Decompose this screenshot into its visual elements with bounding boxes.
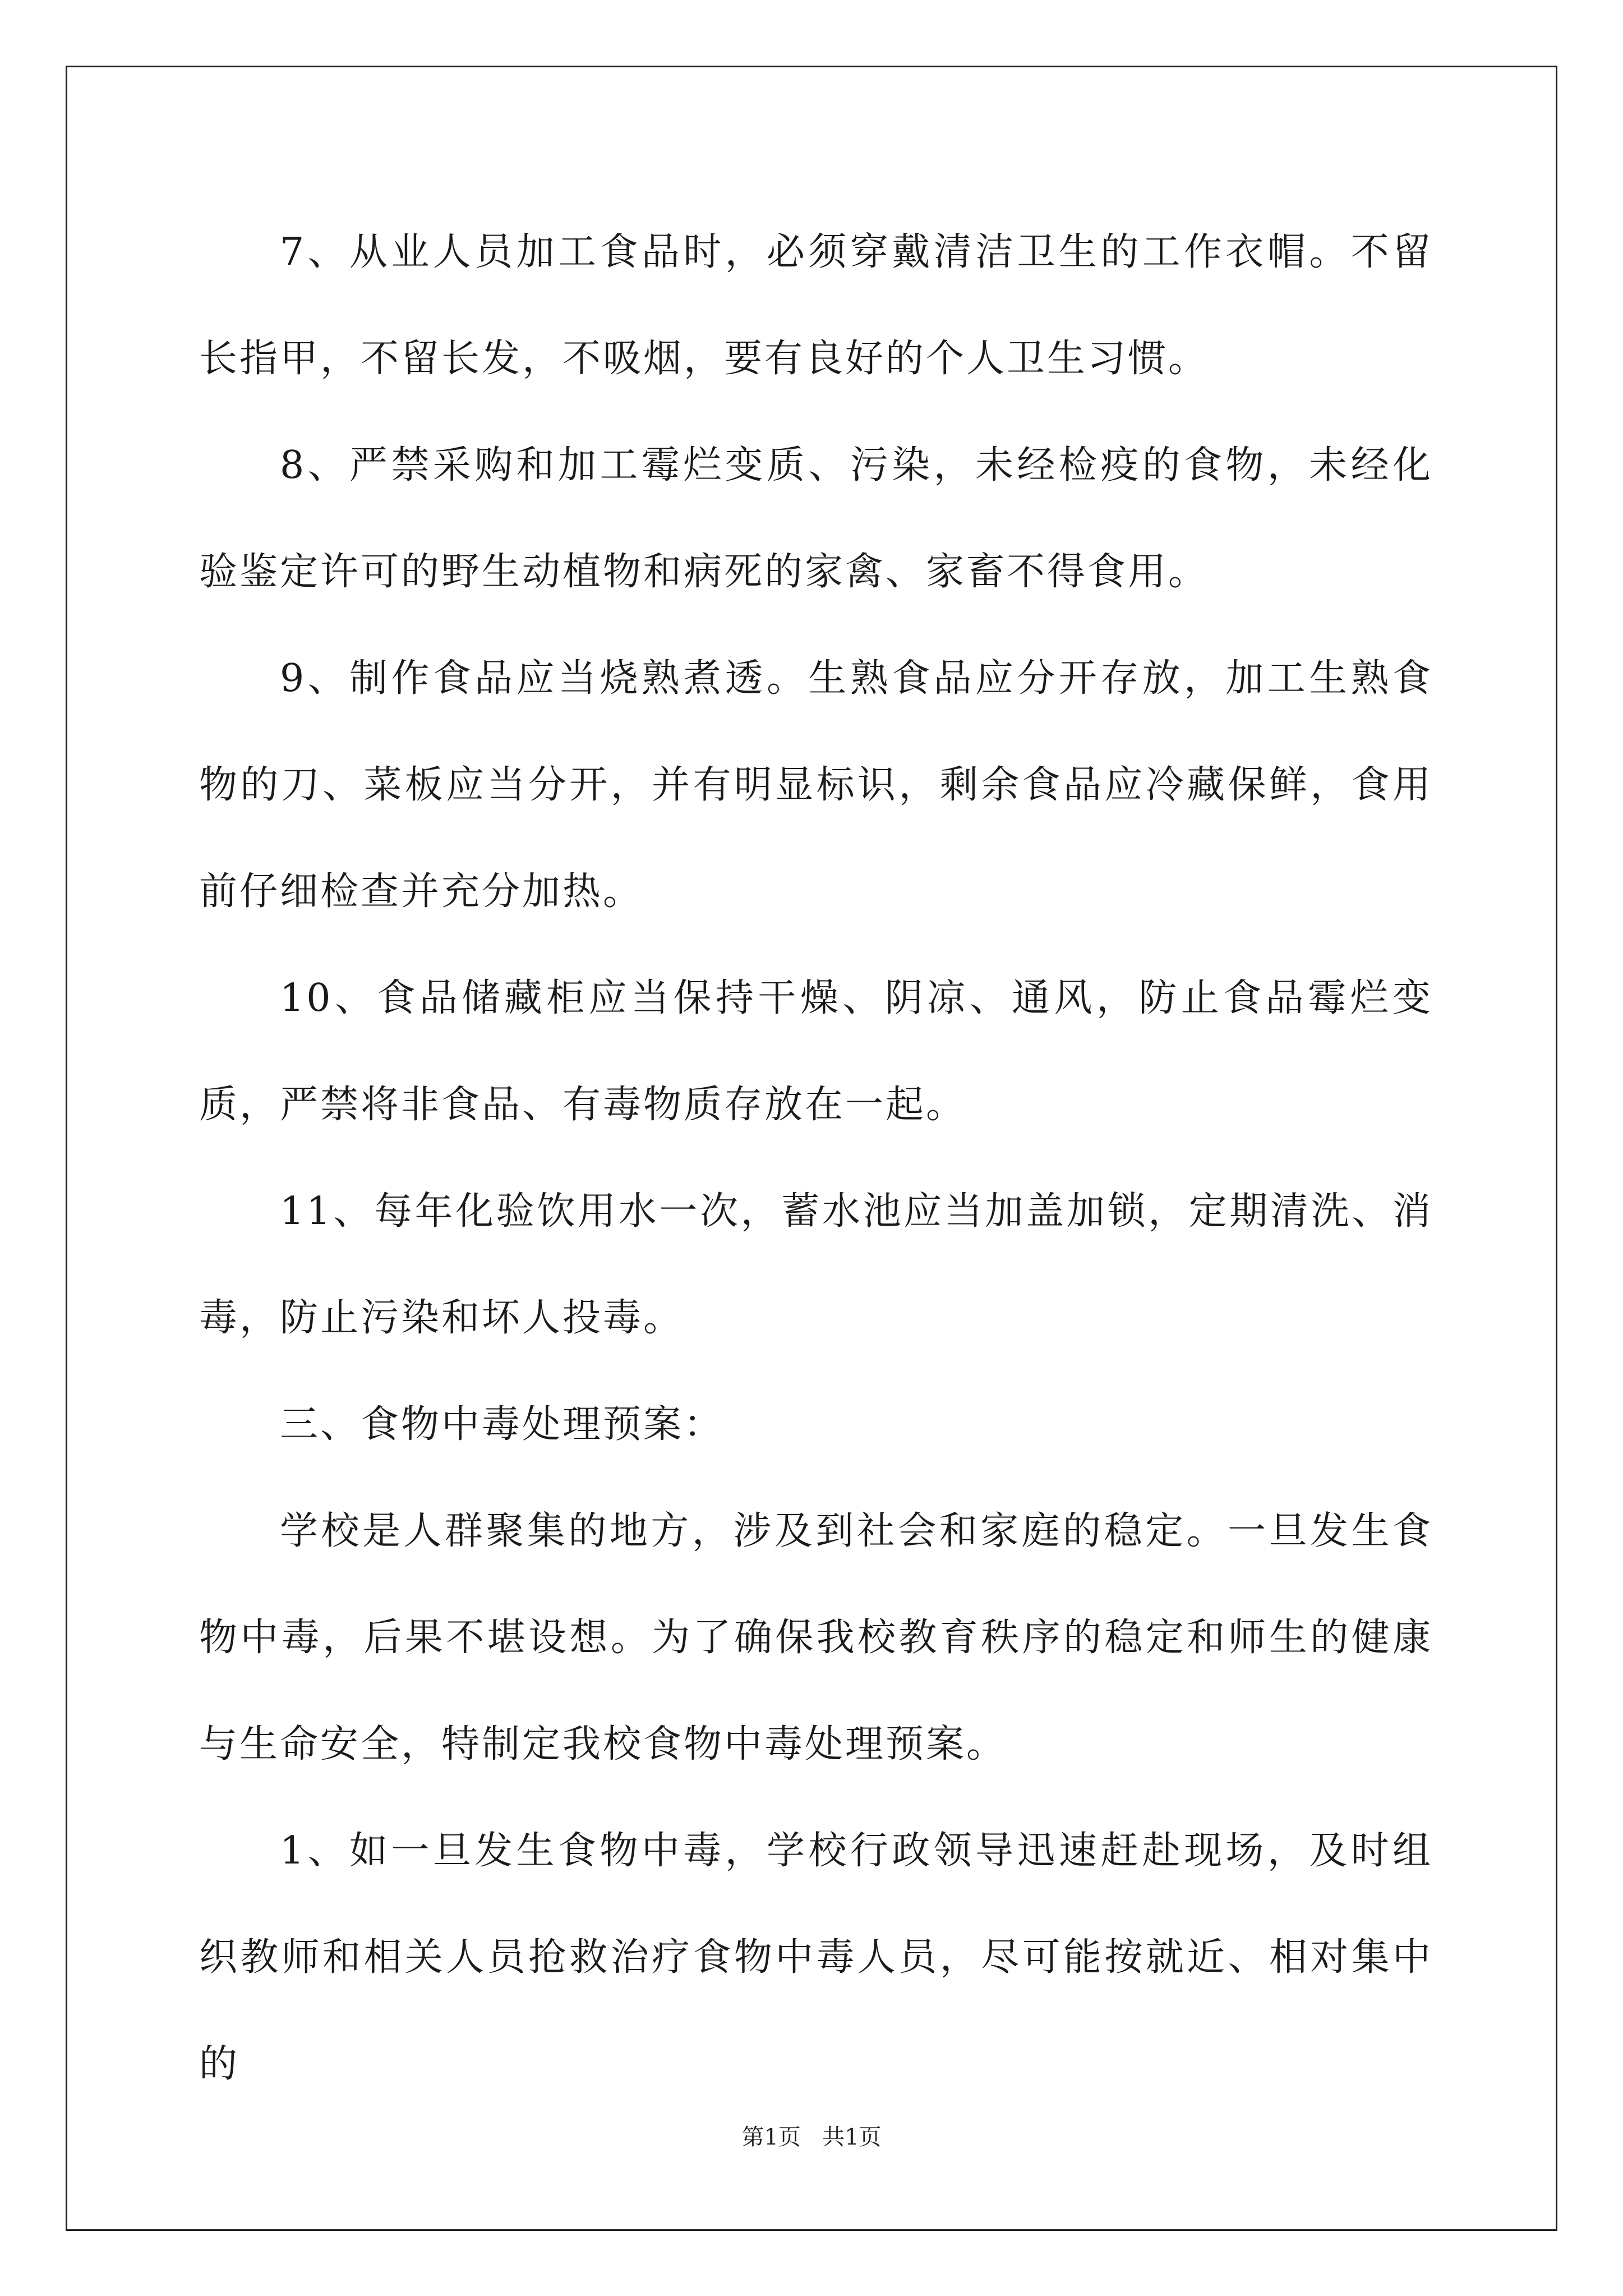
page-footer: [0, 2119, 1623, 2151]
paragraph-intro: 学校是人群聚集的地方，涉及到社会和家庭的稳定。一旦发生食物中毒，后果不堪设想。为了确保我校教育秩序的稳定和师生的健康与生命安全，特制定我校食物中毒处理预案。: [199, 1509, 1433, 1766]
paragraph-item-10: 10、食品储藏柜应当保持干燥、阴凉、通风，防止食品霉烂变质，严禁将非食品、有毒物质存放在一起。: [199, 976, 1433, 1127]
paragraph-item-9: 9、制作食品应当烧熟煮透。生熟食品应分开存放，加工生熟食物的刀、菜板应当分开，并有明显标识，剩余食品应冷藏保鲜，食用前仔细检查并充分加热。: [199, 656, 1433, 914]
page-total: 共1页: [822, 2124, 882, 2150]
section-heading: 三、食物中毒处理预案：: [280, 1402, 725, 1447]
page-number: 第1页: [741, 2124, 801, 2150]
paragraph-item-7: 7、从业人员加工食品时，必须穿戴清洁卫生的工作衣帽。不留长指甲，不留长发，不吸烟，要有良好的个人卫生习惯。: [199, 230, 1433, 381]
paragraph-item-11: 11、每年化验饮用水一次，蓄水池应当加盖加锁，定期清洗、消毒，防止污染和坏人投毒。: [199, 1189, 1433, 1340]
paragraph-item-8: 8、严禁采购和加工霉烂变质、污染，未经检疫的食物，未经化验鉴定许可的野生动植物和病死的家禽、家畜不得食用。: [199, 443, 1433, 594]
paragraph-step-1: 1、如一旦发生食物中毒，学校行政领导迅速赶赴现场，及时组织教师和相关人员抢救治疗食物中毒人员，尽可能按就近、相对集中的: [199, 1829, 1433, 2086]
